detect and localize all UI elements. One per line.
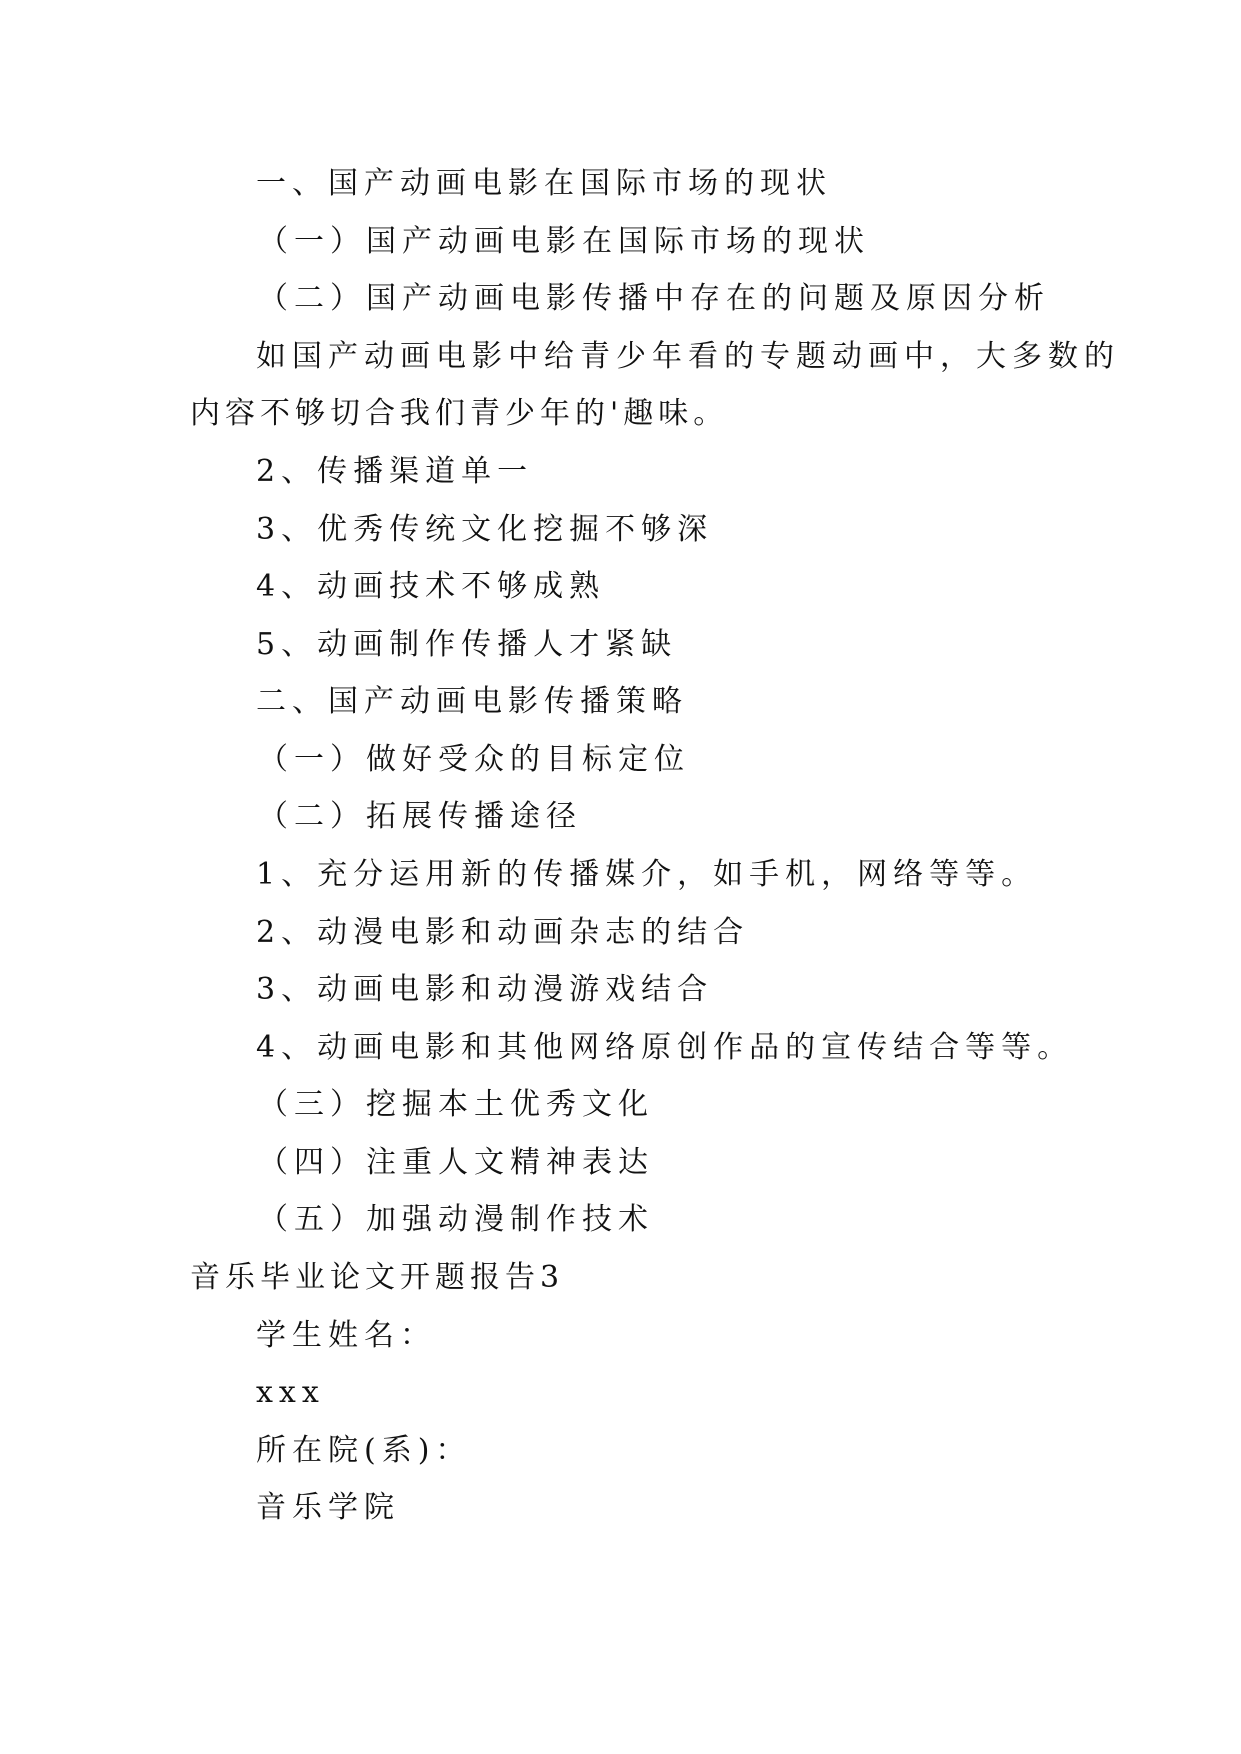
subheading-2-2: （二）拓展传播途径 xyxy=(258,799,582,834)
list-item-4: 4、动画技术不够成熟 xyxy=(256,569,606,604)
list-item-2: 2、传播渠道单一 xyxy=(256,454,534,489)
subheading-1-2: （二）国产动画电影传播中存在的问题及原因分析 xyxy=(258,281,1050,316)
paragraph-line-2: 内容不够切合我们青少年的'趣味。 xyxy=(190,396,729,431)
heading-section-1: 一、国产动画电影在国际市场的现状 xyxy=(256,166,832,201)
subheading-1-1: （一）国产动画电影在国际市场的现状 xyxy=(258,224,870,259)
subheading-2-4: （四）注重人文精神表达 xyxy=(258,1145,654,1180)
list-item-3: 3、优秀传统文化挖掘不够深 xyxy=(256,512,714,547)
list-item-2-2-3: 3、动画电影和动漫游戏结合 xyxy=(256,972,714,1007)
list-item-5: 5、动画制作传播人才紧缺 xyxy=(256,627,678,662)
department-label: 所在院(系)： xyxy=(256,1433,472,1468)
list-item-2-2-2: 2、动漫电影和动画杂志的结合 xyxy=(256,915,750,950)
subheading-2-1: （一）做好受众的目标定位 xyxy=(258,742,690,777)
subheading-2-3: （三）挖掘本土优秀文化 xyxy=(258,1087,654,1122)
list-item-2-2-4: 4、动画电影和其他网络原创作品的宣传结合等等。 xyxy=(256,1030,1074,1065)
department-value: 音乐学院 xyxy=(256,1490,400,1525)
list-item-2-2-1: 1、充分运用新的传播媒介，如手机，网络等等。 xyxy=(256,857,1038,892)
report-title: 音乐毕业论文开题报告3 xyxy=(190,1260,565,1295)
subheading-2-5: （五）加强动漫制作技术 xyxy=(258,1202,654,1237)
student-name-label: 学生姓名： xyxy=(256,1318,436,1353)
paragraph-line-1: 如国产动画电影中给青少年看的专题动画中，大多数的 xyxy=(256,339,1120,374)
heading-section-2: 二、国产动画电影传播策略 xyxy=(256,684,688,719)
student-name-value: xxx xyxy=(256,1375,325,1410)
